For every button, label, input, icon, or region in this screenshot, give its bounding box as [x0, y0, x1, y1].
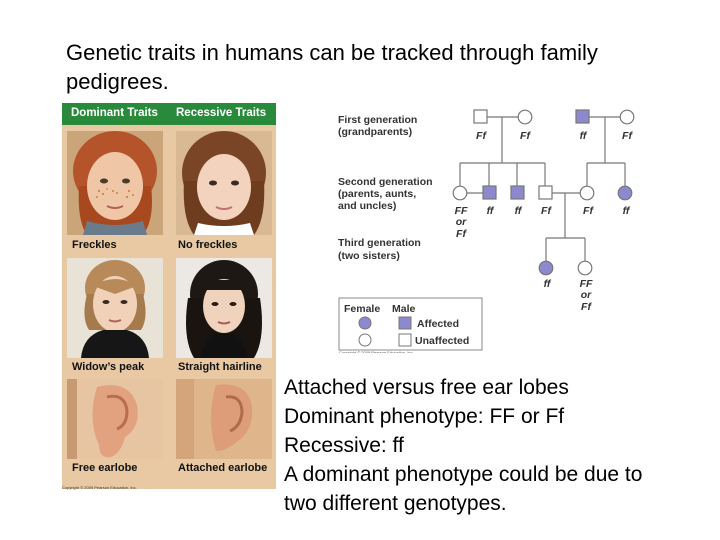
- legend-female-affected-symbol: [359, 317, 371, 329]
- widows-peak-photo: [67, 258, 163, 358]
- gen1-male-unaffected-1: [474, 110, 487, 123]
- slide-title: Genetic traits in humans can be tracked through family pedigrees.: [66, 40, 598, 94]
- gen3-genotype-1: ff: [543, 278, 551, 290]
- legend-affected-label: Affected: [417, 318, 460, 330]
- legend-female-unaffected-symbol: [359, 334, 371, 346]
- gen1-label-line1: First generation: [338, 114, 418, 126]
- gen2-male-unaffected: [539, 186, 552, 199]
- traits-header: [62, 103, 276, 125]
- gen2-genotype-1b: Ff: [456, 228, 466, 240]
- legend-unaffected-label: Unaffected: [415, 335, 470, 347]
- legend-male-label: Male: [392, 303, 416, 315]
- gen1-female-unaffected-1: [518, 110, 532, 124]
- freckles-caption: Freckles: [72, 239, 117, 251]
- gen1-male-affected: [576, 110, 589, 123]
- gen1-genotype-3: ff: [579, 130, 587, 142]
- recessive-traits-header: Recessive Traits: [176, 107, 267, 119]
- traits-panel: [62, 103, 276, 489]
- gen3-genotype-2-or: or: [580, 289, 592, 301]
- attached-earlobe-photo: [176, 379, 272, 459]
- body-line-5: two different genotypes.: [284, 492, 507, 515]
- attached-earlobe-caption: Attached earlobe: [178, 462, 268, 474]
- gen1-genotype-1: Ff: [476, 130, 486, 142]
- straight-hairline-caption: Straight hairline: [178, 361, 262, 373]
- freckles-photo: [67, 131, 163, 235]
- gen2-label-line3: and uncles): [338, 200, 397, 212]
- widows-peak-caption: Widow’s peak: [72, 361, 145, 373]
- pedigree-copyright: Copyright © 2009 Pearson Education, Inc.: [339, 350, 414, 353]
- gen3-label-line1: Third generation: [338, 237, 421, 249]
- gen1-label-line2: (grandparents): [338, 126, 413, 138]
- gen2-genotype-1-or: or: [455, 216, 467, 228]
- gen2-female-affected: [618, 186, 632, 200]
- free-earlobe-caption: Free earlobe: [72, 462, 138, 474]
- gen2-female-unaffected-1: [453, 186, 467, 200]
- gen1-genotype-4: Ff: [622, 130, 632, 142]
- traits-copyright: Copyright © 2009 Pearson Education, Inc.: [62, 485, 137, 490]
- pedigree-legend: [339, 298, 482, 350]
- gen3-label-line2: (two sisters): [338, 250, 400, 262]
- gen3-sister-affected: [539, 261, 553, 275]
- gen3-genotype-2b: Ff: [581, 301, 591, 313]
- gen3-sister-unaffected: [578, 261, 592, 275]
- pedigree-chart: [335, 103, 645, 353]
- free-earlobe-photo: [67, 379, 163, 459]
- gen2-female-unaffected-2: [580, 186, 594, 200]
- gen2-genotype-4: Ff: [541, 205, 551, 217]
- body-text: [284, 373, 714, 518]
- gen2-label-line1: Second generation: [338, 176, 433, 188]
- body-line-3: Recessive: ff: [284, 434, 404, 457]
- legend-male-affected-symbol: [399, 317, 411, 329]
- gen2-male-affected-2: [511, 186, 524, 199]
- gen2-genotype-3: ff: [514, 205, 522, 217]
- dominant-traits-header: Dominant Traits: [71, 107, 158, 119]
- gen2-genotype-6: ff: [622, 205, 630, 217]
- legend-female-label: Female: [344, 303, 381, 315]
- body-line-4: A dominant phenotype could be due to: [284, 463, 643, 486]
- body-line-2: Dominant phenotype: FF or Ff: [284, 405, 565, 428]
- body-line-1: Attached versus free ear lobes: [284, 376, 569, 399]
- gen2-label-line2: (parents, aunts,: [338, 188, 417, 200]
- straight-hairline-photo: [176, 258, 272, 358]
- gen3-genotype-2a: FF: [579, 278, 593, 290]
- gen1-female-unaffected-2: [620, 110, 634, 124]
- gen1-genotype-2: Ff: [520, 130, 530, 142]
- gen2-genotype-5: Ff: [583, 205, 593, 217]
- gen2-genotype-2: ff: [486, 205, 494, 217]
- no-freckles-caption: No freckles: [178, 239, 238, 251]
- gen2-male-affected-1: [483, 186, 496, 199]
- gen2-genotype-1a: FF: [454, 205, 468, 217]
- legend-male-unaffected-symbol: [399, 334, 411, 346]
- no-freckles-photo: [176, 131, 272, 235]
